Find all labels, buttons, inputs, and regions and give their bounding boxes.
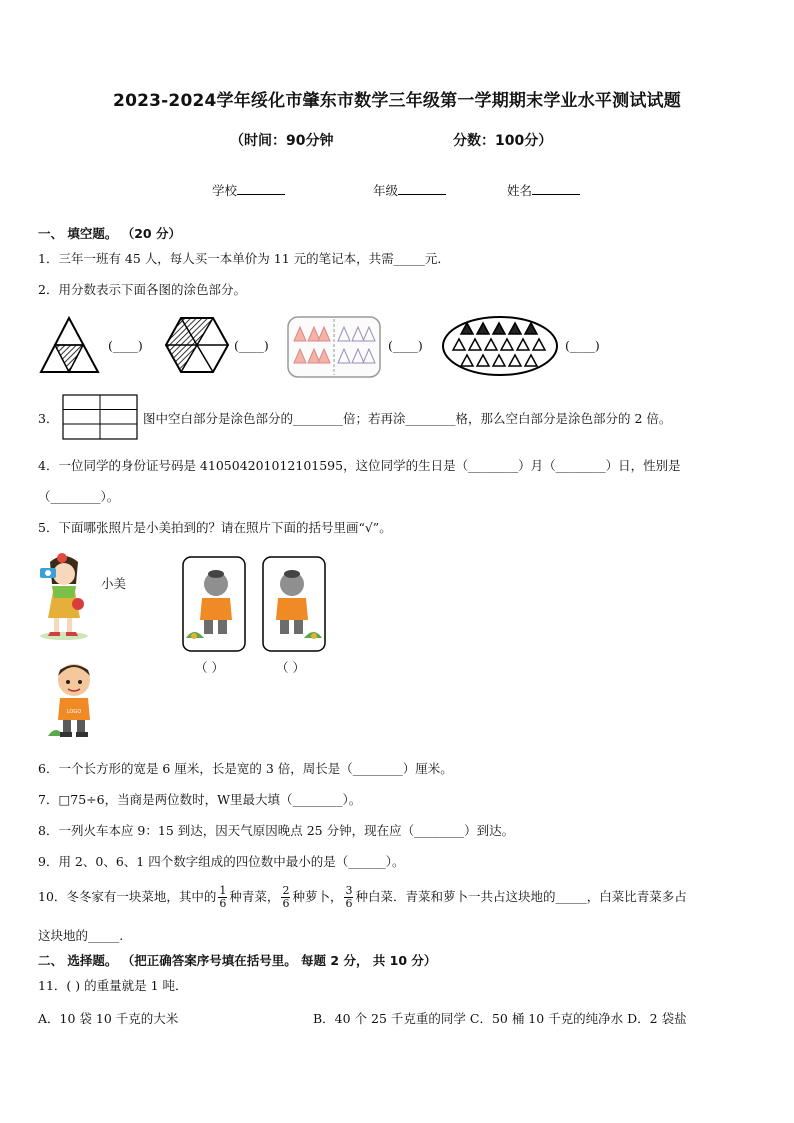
question-1: 1．三年一班有 45 人，每人买一本单价为 11 元的笔记本，共需_____元． [38,251,450,266]
question-5: 5．下面哪张照片是小美拍到的？请在照片下面的括号里画“√”。 [38,520,392,535]
school-label: 学校 [212,183,238,198]
school-field[interactable] [212,181,285,199]
grade-label: 年级 [373,183,399,198]
question-10: 10．冬冬家有一块菜地，其中的 $\frac{1}{6}$ 种青菜， $\frac{2}{6}$ 种萝卜， $\frac{3}{6}$ 种白菜．青菜和萝卜一共占这块地的_____，白菜比青菜多占 [38,884,687,910]
exam-score: 分数：100分） [453,133,553,149]
question-11: 11．( ) 的重量就是 1 吨． [38,978,188,993]
question-8: 8．一列火车本应 9：15 到达，因天气原因晚点 25 分钟，现在应（________）到达。 [38,823,515,838]
photo-back-view-1[interactable] [182,556,246,652]
question-3: 图中空白部分是涂色部分的________倍；若再涂________格，那么空白部分是涂色部分的 2 倍。 [143,411,672,426]
question-7: 7．□75÷6，当商是两位数时，W里最大填（________）。 [38,792,362,807]
oval-triangles-figure [441,315,559,377]
question-4-cont: （________）。 [38,489,120,504]
question-9: 9．用 2、0、6、1 四个数字组成的四位数中最小的是（______）。 [38,854,405,869]
grid-figure [62,394,138,440]
options-bcd[interactable]: B．40 个 25 千克重的同学 C．50 桶 10 千克的纯净水 D．2 袋盐 [313,1011,687,1026]
triangle-group-figure [286,315,382,379]
q2-answer-4[interactable]: (____) [565,338,600,353]
question-10-cont: 这块地的_____. [38,928,124,943]
girl-with-camera-image [36,552,92,640]
triangle-figure [38,315,102,375]
boy-image [48,660,98,740]
name-field[interactable] [507,181,580,199]
fraction-2: $\frac{2}{6}$ [282,884,290,910]
photo-1-answer[interactable]: （ ） [195,660,224,675]
exam-time: （时间：90分钟 [230,133,334,149]
girl-label: 小美 [101,576,127,591]
option-a[interactable]: A．10 袋 10 千克的大米 [38,1011,179,1026]
grade-field[interactable] [373,181,446,199]
question-2: 2．用分数表示下面各图的涂色部分。 [38,282,246,297]
q2-answer-2[interactable]: (____) [234,338,269,353]
question-4: 4．一位同学的身份证号码是 410504201012101595，这位同学的生日是（________）月（________）日，性别是 [38,458,681,473]
question-6: 6．一个长方形的宽是 6 厘米，长是宽的 3 倍，周长是（________）厘米。 [38,761,453,776]
fraction-1: $\frac{1}{6}$ [219,884,227,910]
question-3-number: 3． [38,411,59,426]
fraction-3: $\frac{3}{6}$ [345,884,353,910]
photo-2-answer[interactable]: （ ） [276,660,305,675]
page-title: 2023-2024学年绥化市肇东市数学三年级第一学期期末学业水平测试试题 [113,91,681,111]
q2-answer-3[interactable]: (____) [388,338,423,353]
shirt-logo: LOGO [66,709,82,715]
name-label: 姓名 [507,183,533,198]
section-choice: 二、 选择题。 （把正确答案序号填在括号里。 每题 2 分， 共 10 分） [38,953,437,968]
section-fill-in: 一、 填空题。 （20 分） [38,226,181,241]
q2-answer-1[interactable]: (____) [108,338,143,353]
photo-back-view-2[interactable] [262,556,326,652]
hexagon-figure [164,316,230,374]
